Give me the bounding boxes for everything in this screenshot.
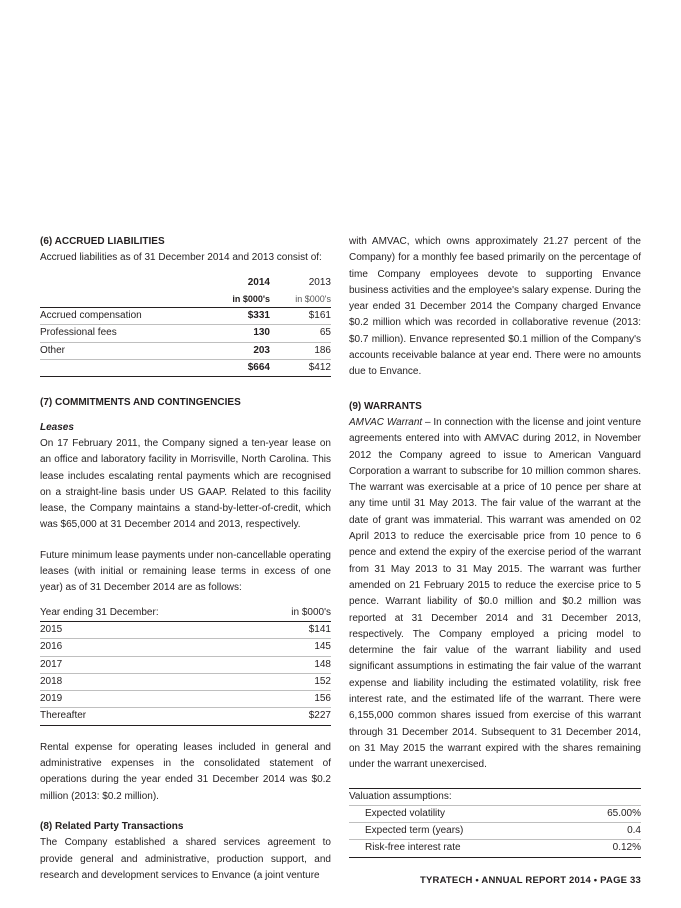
lease-year: Thereafter — [40, 708, 258, 725]
rental-expense-paragraph: Rental expense for operating leases included in general and administrative expenses in the consolidated statement of operations during the year ended 31 December 2014 was $0.2 million (2013: $0.2 million). — [40, 741, 331, 802]
row-value-2014: 203 — [200, 342, 270, 359]
section-8-title: (8) Related Party Transactions — [40, 820, 184, 832]
table-row — [40, 708, 331, 725]
leases-paragraph-2: Future minimum lease payments under non-cancellable operating leases (with initial or remaining lease terms in excess of one year) as of 31 December 2014 are as follows: — [40, 549, 331, 594]
total-2013: $412 — [270, 360, 331, 377]
lease-amount: $227 — [258, 708, 331, 725]
table-row — [40, 673, 331, 690]
lease-amount: 145 — [258, 639, 331, 656]
lease-amount: $141 — [258, 621, 331, 638]
warrant-paragraph — [349, 415, 641, 774]
table-row — [40, 621, 331, 638]
lease-year: 2016 — [40, 639, 258, 656]
table-row — [40, 691, 331, 708]
row-value-2014: $331 — [200, 308, 270, 325]
table-row — [40, 325, 331, 342]
section-8-paragraph-start: The Company established a shared services agreement to provide general and administrative, production support, and research and development services to Envance (a joint venture — [40, 837, 331, 881]
row-label: Professional fees — [40, 325, 200, 342]
accrued-col-2014: 2014 — [247, 276, 270, 288]
lease-amount: 152 — [258, 673, 331, 690]
section-7-title: (7) COMMITMENTS AND CONTINGENCIES — [40, 397, 241, 409]
lease-amount: 148 — [258, 656, 331, 673]
lease-header-unit: in $000's — [258, 605, 331, 622]
warrant-text: – In connection with the license and joint venture agreements entered into with AMVAC during 2012, in November 2012 the Company agreed to issue to American Vanguard Corporation a warrant to subscribe for 10 million common shares. The warrant was exercisable at a price of 10 pence per share at any time until 31 May 2013. The fair value of the warrant at the date of grant was immaterial. This warrant was amended on 02 April 2013 to reduce the exercisable price from 10 pence to 6 pence and extend the expiry of the exercise period of the warrant from 31 May 2013 to 31 May 2015. The warrant was further amended on 21 February 2015 to reduce the exercise price to 5 pence. Warrant liability of $0.0 million and $0.2 million was reported at 31 December 2014 and 31 December 2013, respectively. The Company employed a pricing model to determine the fair value of the warrant liability and used significant assumptions in estimating the fair value of the warrant expense and liability including the estimated volatility, risk free interest rate, and the estimated life of the warrant. There were 6,155,000 common shares issued from exercise of this warrant through 31 December 2014. Subsequent to 31 December 2014, on 31 May 2015 the warrant expired with the shares remaining under the warrant unexercised. — [349, 416, 641, 771]
table-row — [40, 656, 331, 673]
table-row — [40, 639, 331, 656]
row-value-2013: 186 — [270, 342, 331, 359]
total-2014: $664 — [200, 360, 270, 377]
valuation-assumptions-table — [349, 788, 641, 858]
accrued-unit-2013: in $000's — [270, 291, 331, 308]
table-row — [40, 342, 331, 359]
assumption-value: 65.00% — [574, 805, 641, 822]
row-label: Other — [40, 342, 200, 359]
leases-paragraph-1: On 17 February 2011, the Company signed a ten-year lease on an office and laboratory facility in Morrisville, North Carolina. This lease includes escalating rental payments which are recognised on a straight-line basis under US GAAP. Related to this facility lease, the Company maintains a stand-by-letter-of-credit, which was $65,000 at 31 December 2014 and 2013, respectively. — [40, 437, 331, 531]
accrued-liabilities-table — [40, 275, 331, 378]
table-row — [40, 308, 331, 325]
accrued-col-2013: 2013 — [308, 276, 331, 288]
total-row — [40, 360, 331, 377]
row-value-2013: $161 — [270, 308, 331, 325]
row-value-2013: 65 — [270, 325, 331, 342]
assumption-value: 0.12% — [574, 840, 641, 857]
lease-year: 2018 — [40, 673, 258, 690]
valuation-heading: Valuation assumptions: — [349, 790, 452, 802]
left-column — [40, 234, 331, 884]
section-6-title: (6) ACCRUED LIABILITIES — [40, 236, 165, 247]
assumption-label: Expected volatility — [349, 805, 574, 822]
lease-payments-table — [40, 605, 331, 726]
warrant-lead: AMVAC Warrant — [349, 416, 423, 428]
assumption-value: 0.4 — [574, 823, 641, 840]
lease-year: 2015 — [40, 621, 258, 638]
section-8-paragraph-continued: with AMVAC, which owns approximately 21.27 percent of the Company) for a monthly fee based primarily on the percentage of time Company employees devote to supporting Envance business activities and the employee's salary expense. During the year ended 31 December 2014 the Company charged Envance $0.2 million which was recorded in collaborative revenue (2013: $0.7 million). Envance represented $0.1 million of the Company's accounts receivable balance at year end. There were no amounts due to Envance. — [349, 236, 641, 378]
right-column — [349, 234, 641, 858]
section-6-intro: Accrued liabilities as of 31 December 2014 and 2013 consist of: — [40, 252, 322, 264]
lease-year: 2019 — [40, 691, 258, 708]
table-row — [349, 840, 641, 857]
table-row — [349, 823, 641, 840]
row-value-2014: 130 — [200, 325, 270, 342]
leases-heading: Leases — [40, 421, 74, 433]
assumption-label: Risk-free interest rate — [349, 840, 574, 857]
lease-amount: 156 — [258, 691, 331, 708]
accrued-unit-2014: in $000's — [200, 291, 270, 308]
lease-year: 2017 — [40, 656, 258, 673]
page-footer: TYRATECH • ANNUAL REPORT 2014 • PAGE 33 — [419, 875, 641, 886]
row-label: Accrued compensation — [40, 308, 200, 325]
lease-header-year: Year ending 31 December: — [40, 605, 258, 622]
assumption-label: Expected term (years) — [349, 823, 574, 840]
section-9-title: (9) WARRANTS — [349, 400, 422, 412]
table-row — [349, 805, 641, 822]
